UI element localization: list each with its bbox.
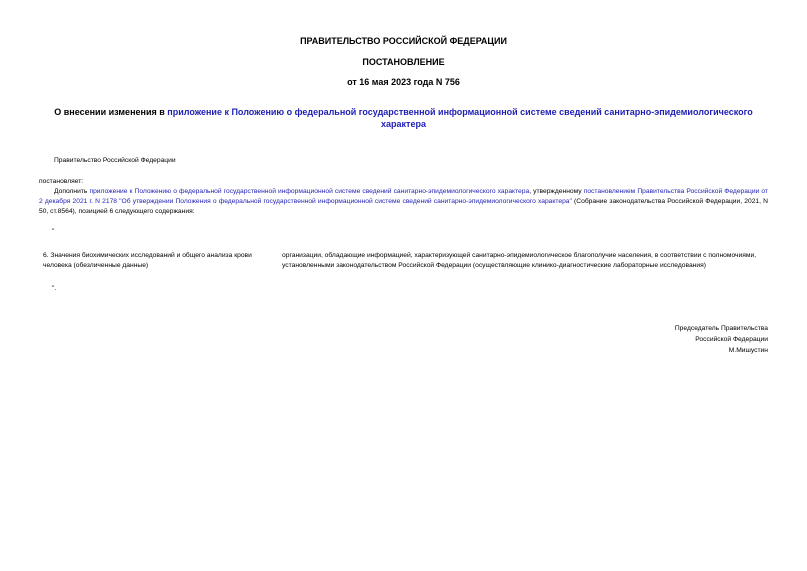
government-heading: ПРАВИТЕЛЬСТВО РОССИЙСКОЙ ФЕДЕРАЦИИ [300,36,507,46]
subject-link[interactable]: приложение к Положению о федеральной государственной информационной системе сведений санитарно-эпидемиологического характера [167,107,753,129]
quote-close: ". [52,285,57,292]
body-text-1: Дополнить [54,188,90,195]
body-paragraph [39,187,768,217]
signature-name: М.Мишустин [728,347,768,354]
signature-position: Председатель Правительства [674,325,768,332]
government-line: Правительство Российской Федерации [54,157,176,164]
date-number-heading: от 16 мая 2023 года N 756 [347,77,460,87]
resolves-line: постановляет: [39,178,84,185]
decree-link[interactable]: постановлением Правительства Российской Федерации от 2 декабря 2021 г. N 2178 "Об утверждении Положения о федеральной государственной информационной системе сведений санитарно-эпидемиологического характера" [39,188,768,205]
signature-block [560,323,768,356]
document-subject [40,106,767,130]
table-row-item: 6. Значения биохимических исследований и общего анализа крови человека (обезличенные данные) [43,252,252,269]
annex-link[interactable]: приложение к Положению о федеральной государственной информационной системе сведений санитарно-эпидемиологического характера [89,188,530,195]
body-text-2: , утвержденному [529,188,584,195]
table-row-holders: организации, обладающие информацией, характеризующей санитарно-эпидемиологическое благополучие населения, в соответствии с полномочиями, установленными законодательством Российской Федерации (осуществляющие клинико-диагностические лабораторные исследования) [282,252,757,269]
document-type-heading: ПОСТАНОВЛЕНИЕ [362,57,445,67]
subject-prefix: О внесении изменения в [54,107,168,117]
signature-country: Российской Федерации [695,336,768,343]
quote-open: " [52,228,55,235]
body-text-3: (Собрание законодательства Российской Федерации, 2021, N 50, ст.8564), позицией 6 следующего содержания: [39,198,768,215]
